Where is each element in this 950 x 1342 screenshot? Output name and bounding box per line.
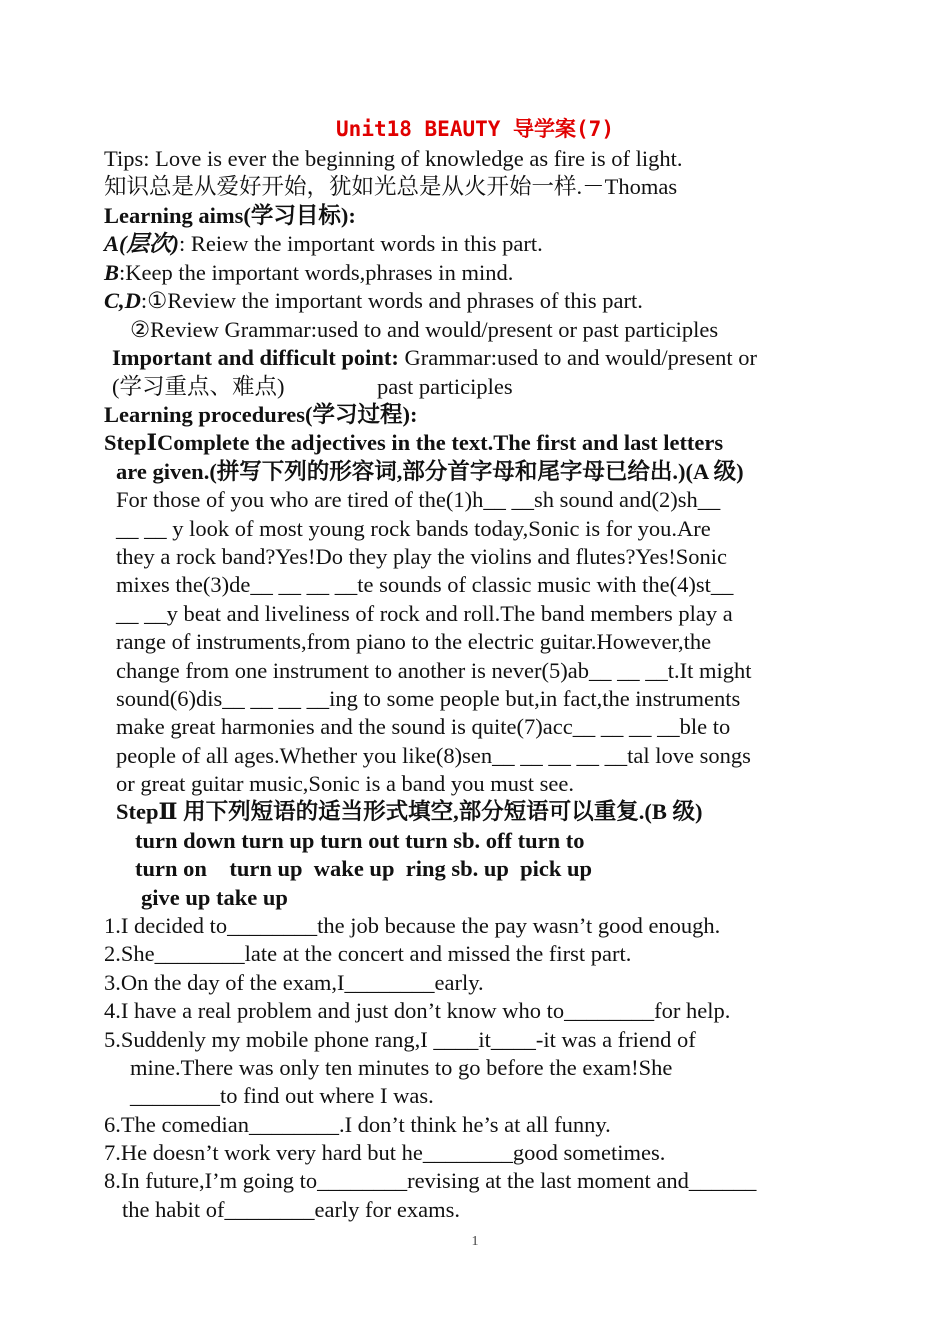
exercise-item: 4.I have a real problem and just don’t know who to________for help. <box>104 998 731 1023</box>
aim-a-label: A(层次) <box>104 231 179 256</box>
exercise-item-continued: mine.There was only ten minutes to go before the exam!She <box>130 1055 673 1080</box>
passage-line: __ __y beat and liveliness of rock and roll.The band members play a <box>116 601 733 626</box>
important-point <box>112 344 757 372</box>
passage-line: or great guitar music,Sonic is a band you must see. <box>116 771 575 796</box>
procedures-heading: Learning procedures(学习过程): <box>104 402 418 427</box>
aim-cd-text: :①Review the important words and phrases of this part. <box>140 288 643 313</box>
exercise-item: 6.The comedian________.I don’t think he’s at all funny. <box>104 1112 611 1137</box>
passage-line: they a rock band?Yes!Do they play the violins and flutes?Yes!Sonic <box>116 544 727 569</box>
tips-chinese: 知识总是从爱好开始，犹如光总是从火开始一样.－Thomas <box>104 174 678 199</box>
step1-heading-2: are given.(拼写下列的形容词,部分首字母和尾字母已给出.)(A 级) <box>116 459 744 484</box>
aim-b-label: B <box>104 260 120 285</box>
step2-heading: StepⅡ 用下列短语的适当形式填空,部分短语可以重复.(B 级) <box>116 799 703 824</box>
passage-line: change from one instrument to another is never(5)ab__ __ __t.It might <box>116 658 752 683</box>
aim-b-text: :Keep the important words,phrases in mind. <box>119 260 514 285</box>
tips-english: Tips: Love is ever the beginning of knowledge as fire is of light. <box>104 146 683 171</box>
step1-heading: StepⅠComplete the adjectives in the text.The first and last letters <box>104 430 724 455</box>
aim-a-text: : Reiew the important words in this part. <box>179 231 543 256</box>
passage-line: For those of you who are tired of the(1)h__ __sh sound and(2)sh__ <box>116 487 721 512</box>
passage-line: range of instruments,from piano to the electric guitar.However,the <box>116 629 712 654</box>
aim-b <box>104 259 513 287</box>
passage-line: sound(6)dis__ __ __ __ing to some people but,in fact,the instruments <box>116 686 741 711</box>
exercise-item-continued: the habit of________early for exams. <box>122 1197 461 1222</box>
passage-line: make great harmonies and the sound is quite(7)acc__ __ __ __ble to <box>116 714 731 739</box>
exercise-item: 8.In future,I’m going to________revising at the last moment and______ <box>104 1168 757 1193</box>
important-text: Grammar:used to and would/present or <box>398 345 757 370</box>
important-cn-label: (学习重点、难点) <box>112 374 285 399</box>
aims-heading: Learning aims(学习目标): <box>104 203 356 228</box>
important-label: Important and difficult point: <box>112 345 399 370</box>
phrase-list-line: turn down turn up turn out turn sb. off turn to <box>135 828 585 853</box>
exercise-item: 3.On the day of the exam,I________early. <box>104 970 484 995</box>
aim-cd-2: ②Review Grammar:used to and would/present or past participles <box>130 317 719 342</box>
passage-line: mixes the(3)de__ __ __ __te sounds of classic music with the(4)st__ <box>116 572 734 597</box>
passage-line: __ __ y look of most young rock bands today,Sonic is for you.Are <box>116 516 711 541</box>
aim-cd-label: C,D <box>104 288 141 313</box>
exercise-item: 7.He doesn’t work very hard but he________good sometimes. <box>104 1140 666 1165</box>
exercise-item: 1.I decided to________the job because the pay wasn’t good enough. <box>104 913 721 938</box>
page-number: 1 <box>471 1234 479 1249</box>
passage-line: people of all ages.Whether you like(8)sen__ __ __ __ __tal love songs <box>116 743 751 768</box>
exercise-item-continued: ________to find out where I was. <box>130 1083 434 1108</box>
phrase-list-line: give up take up <box>141 885 288 910</box>
aim-cd <box>104 287 643 315</box>
page-title: Unit18 BEAUTY 导学案(7) <box>336 117 614 141</box>
exercise-item: 2.She________late at the concert and missed the first part. <box>104 941 632 966</box>
important-text-2: past participles <box>377 374 513 399</box>
phrase-list-line: turn on turn up wake up ring sb. up pick up <box>135 856 593 881</box>
exercise-item: 5.Suddenly my mobile phone rang,I ____it____-it was a friend of <box>104 1027 696 1052</box>
aim-a <box>104 230 543 258</box>
